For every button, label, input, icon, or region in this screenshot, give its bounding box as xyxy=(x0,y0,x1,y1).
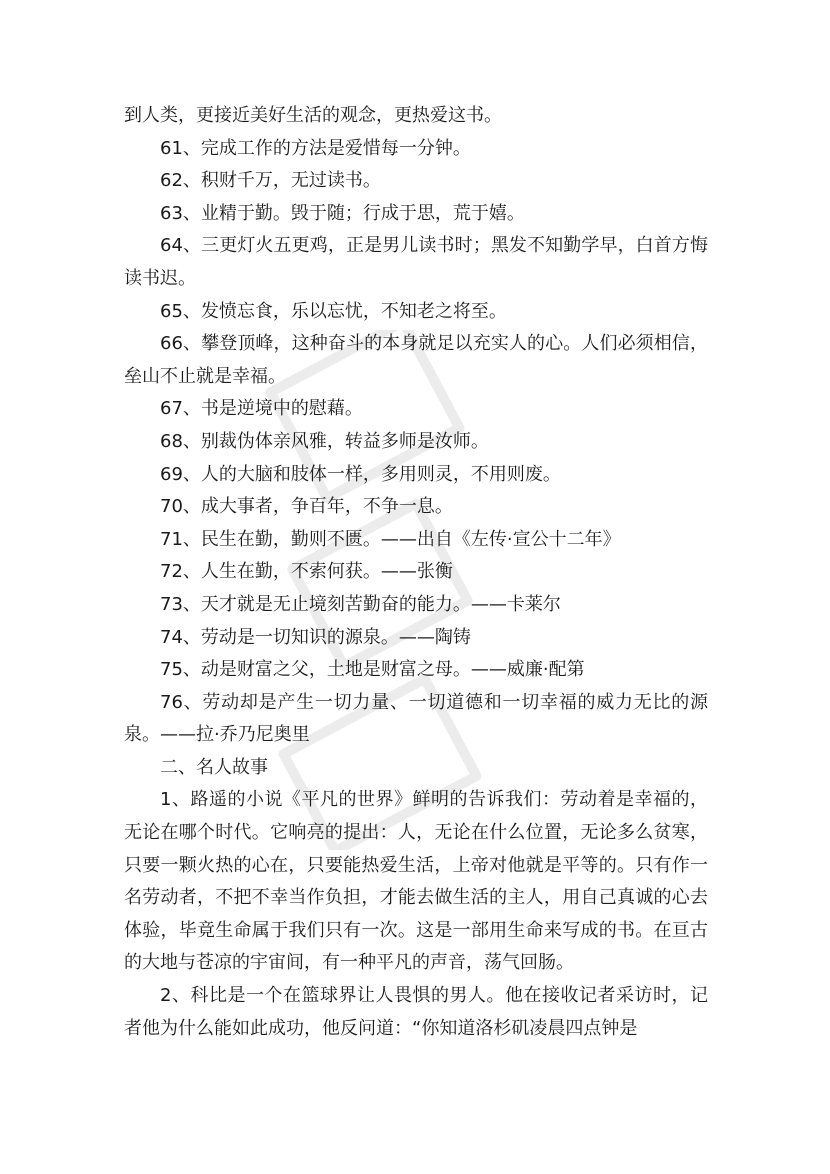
quote-68: 68、别裁伪体亲风雅，转益多师是汝师。 xyxy=(160,430,489,452)
quote-62: 62、积财千万，无过读书。 xyxy=(160,170,381,192)
quote-67: 67、书是逆境中的慰藉。 xyxy=(160,398,363,420)
quote-66: 66、攀登顶峰，这种奋斗的本身就足以充实人的心。人们必须相信，垒山不止就是幸福。 xyxy=(124,333,708,387)
quote-71: 71、民生在勤，勤则不匮。——出自《左传·宣公十二年》 xyxy=(160,528,621,550)
quote-69: 69、人的大脑和肢体一样，多用则灵，不用则废。 xyxy=(160,463,561,485)
paragraph-continuation: 到人类，更接近美好生活的观念，更热爱这书。 xyxy=(124,105,502,126)
quote-70: 70、成大事者，争百年，不争一息。 xyxy=(160,496,453,518)
quote-76: 76、劳动却是产生一切力量、一切道德和一切幸福的威力无比的源泉。——拉·乔乃尼奥里 xyxy=(124,691,708,746)
quote-74: 74、劳动是一切知识的源泉。——陶铸 xyxy=(160,626,471,648)
body-text xyxy=(124,100,708,1045)
quote-72: 72、人生在勤，不索何获。——张衡 xyxy=(160,561,453,583)
section-heading: 二、名人故事 xyxy=(160,756,268,778)
quote-75: 75、动是财富之父，土地是财富之母。——威廉·配第 xyxy=(160,659,585,681)
story-2: 2、科比是一个在篮球界让人畏惧的男人。他在接收记者采访时，记者他为什么能如此成功，他反问道：“你知道洛杉矶凌晨四点钟是 xyxy=(124,985,708,1039)
quote-64: 64、三更灯火五更鸡，正是男儿读书时；黑发不知勤学早，白首方悔读书迟。 xyxy=(124,235,708,289)
quote-63: 63、业精于勤。毁于随；行成于思，荒于嬉。 xyxy=(160,202,525,224)
story-1: 1、路遥的小说《平凡的世界》鲜明的告诉我们：劳动着是幸福的，无论在哪个时代。它响亮的提出：人，无论在什么位置，无论多么贫寒，只要一颗火热的心在，只要能热爱生活，上帝对他就是平等的。只有作一名劳动者，不把不幸当作负担，才能去做生活的主人，用自己真诚的心去体验，毕竟生命属于我们只有一次。这是一部用生命来写成的书。在亘古的大地与苍凉的宇宙间，有一种平凡的声音，荡气回肠。 xyxy=(124,789,708,974)
quote-65: 65、发愤忘食，乐以忘忧，不知老之将至。 xyxy=(160,300,507,322)
quote-73: 73、天才就是无止境刻苦勤奋的能力。——卡莱尔 xyxy=(160,593,561,615)
quote-61: 61、完成工作的方法是爱惜每一分钟。 xyxy=(160,137,471,159)
